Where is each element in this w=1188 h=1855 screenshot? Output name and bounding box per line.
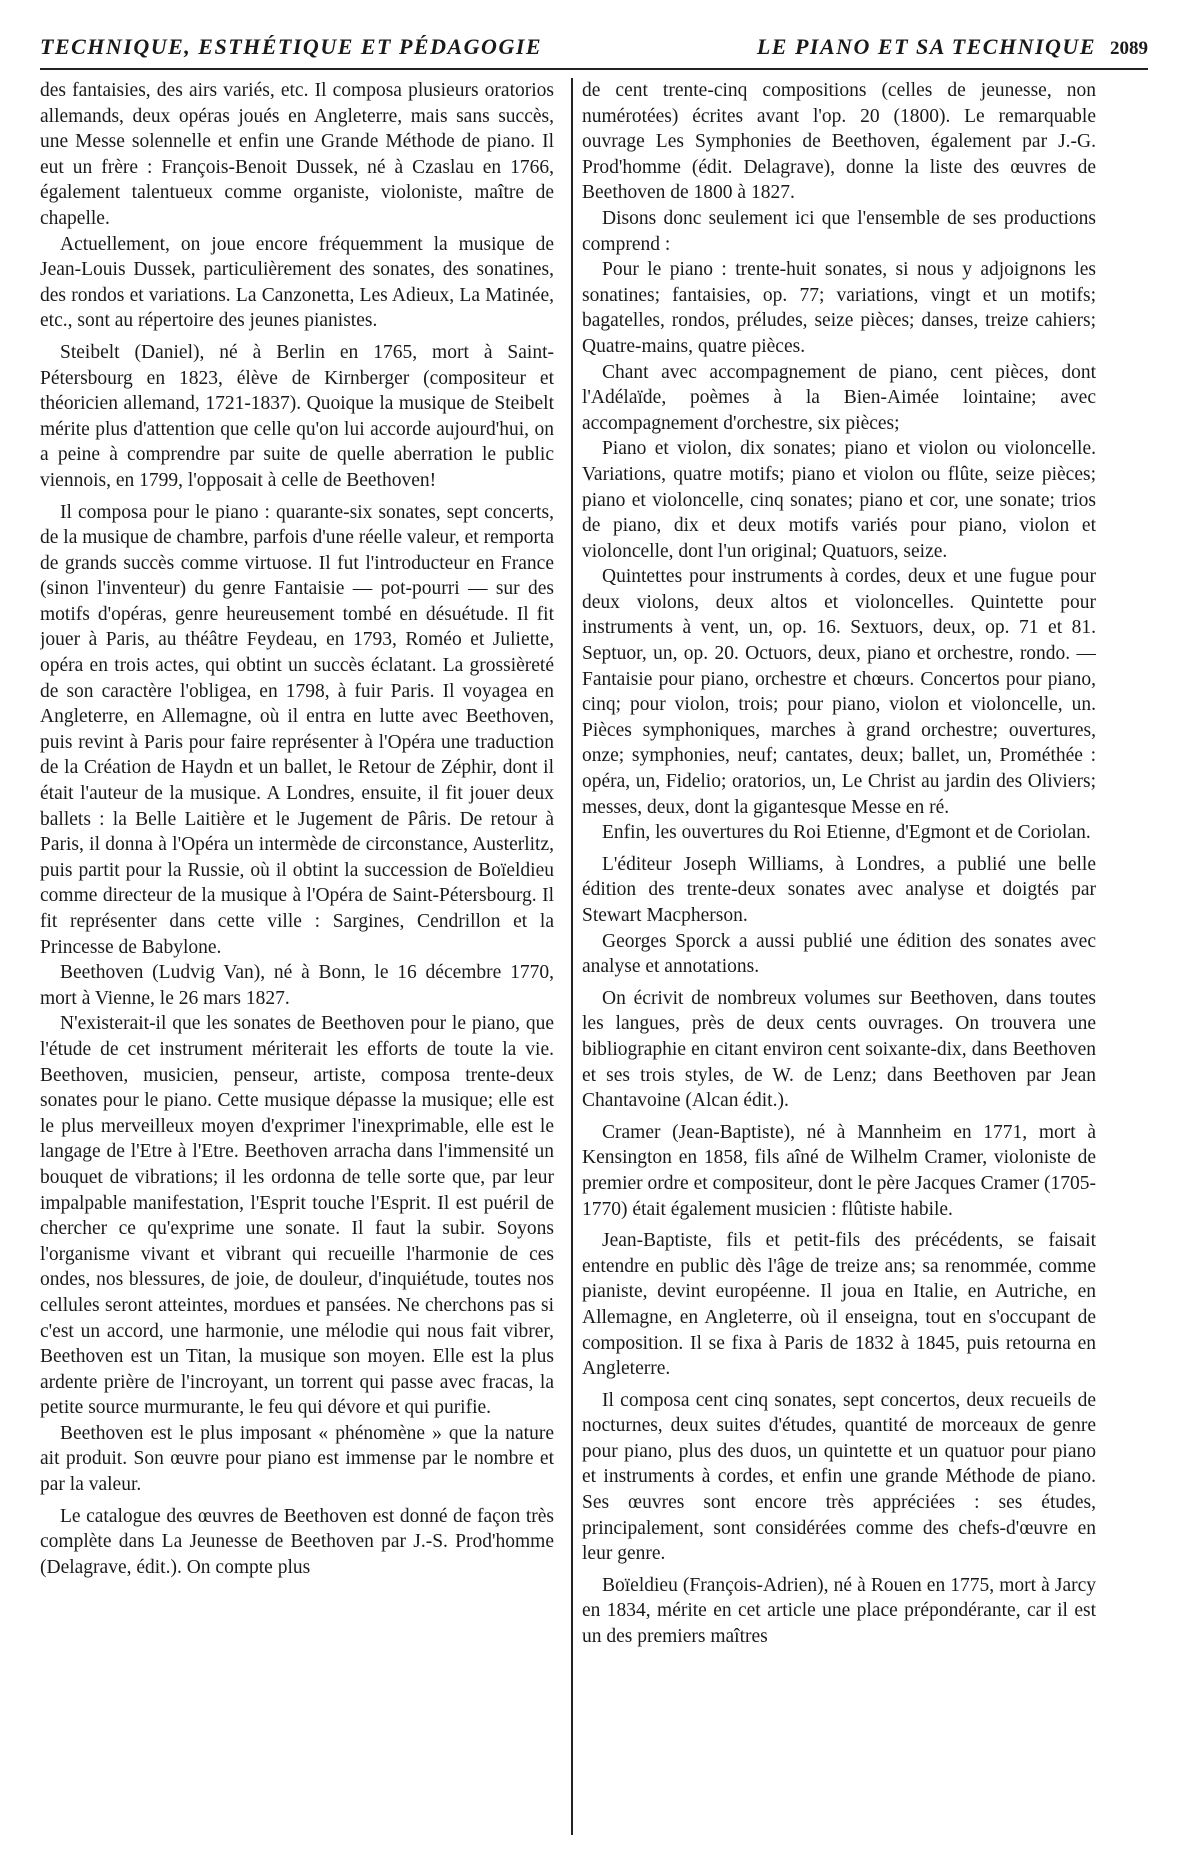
paragraph: Georges Sporck a aussi publié une édition des sonates avec analyse et annotations. <box>582 930 1096 978</box>
paragraph: Piano et violon, dix sonates; piano et violon ou violoncelle. Variations, quatre motifs; piano et violon ou flûte, seize pièces; piano et violoncelle, cinq sonates; piano et cor, une sonate; trios de piano, dix et deux motifs variés pour piano, violon et violoncelle, dont l'un original; Quatuors, seize. <box>582 438 1096 562</box>
header-book-title: LE PIANO ET SA TECHNIQUE 2089 <box>756 34 1148 59</box>
paragraph: Il composa cent cinq sonates, sept concertos, deux recueils de nocturnes, deux suites d'études, quantité de morceaux de genre pour piano, plus des duos, un quintette et un quatuor pour piano et instruments à cordes, et enfin une grande Méthode de piano. Ses œuvres sont encore très appréciées : ses études, principalement, sont considérées comme des chefs-d'œuvre en leur genre. <box>582 1389 1096 1565</box>
paragraph: On écrivit de nombreux volumes sur Beethoven, dans toutes les langues, près de deux cents ouvrages. On trouvera une bibliographie en citant environ cent soixante-dix, dans Beethoven et ses trois styles, de W. de Lenz; dans Beethoven par Jean Chantavoine (Alcan édit.). <box>582 987 1096 1112</box>
paragraph: Cramer (Jean-Baptiste), né à Mannheim en 1771, mort à Kensington en 1858, fils aîné de Wilhelm Cramer, violoniste de premier ordre et compositeur, dont le père Jacques Cramer (1705-1770) était également musicien : flûtiste habile. <box>582 1121 1096 1220</box>
paragraph: de cent trente-cinq compositions (celles de jeunesse, non numérotées) écrites avant l'op. 20 (1800). Le remarquable ouvrage Les Symphonies de Beethoven, également par J.-G. Prod'homme (édit. Delagrave), donne la liste des œuvres de Beethoven de 1800 à 1827. <box>582 80 1096 204</box>
left-column <box>40 78 554 1848</box>
paragraph: Beethoven (Ludvig Van), né à Bonn, le 16 décembre 1770, mort à Vienne, le 26 mars 1827. <box>40 962 554 1009</box>
paragraph: Chant avec accompagnement de piano, cent pièces, dont l'Adélaïde, poèmes à la Bien-Aimée lointaine; avec accompagnement d'orchestre, six pièces; <box>582 361 1096 434</box>
paragraph: Steibelt (Daniel), né à Berlin en 1765, mort à Saint-Pétersbourg en 1823, élève de Kirnberger (compositeur et théoricien allemand, 1721-1837). Quoique la musique de Steibelt mérite plus d'attention que celle qu'on lui accorde aujourd'hui, on a peine à comprendre par suite de quelle aberration le public viennois, en 1799, l'opposait à celle de Beethoven! <box>40 341 554 491</box>
running-header <box>40 34 1148 66</box>
paragraph: Jean-Baptiste, fils et petit-fils des précédents, se faisait entendre en public dès l'âge de treize ans; sa renommée, comme pianiste, devint européenne. Il joua en Italie, en Autriche, en Allemagne, en Angleterre, où il enseigna, tout en s'occupant de composition. Il se fixa à Paris de 1832 à 1845, puis retourna en Angleterre. <box>582 1230 1096 1380</box>
paragraph: Il composa pour le piano : quarante-six sonates, sept concerts, de la musique de chambre, parfois d'une réelle valeur, et remporta de grands succès comme virtuose. Il fut l'introducteur en France (sinon l'inventeur) du genre Fantaisie — pot-pourri — sur des motifs d'opéras, genre heureusement tombé en désuétude. Il fit jouer à Paris, au théâtre Feydeau, en 1793, Roméo et Juliette, opéra en trois actes, qui obtint un succès éclatant. La grossièreté de son caractère l'obligea, en 1798, à fuir Paris. Il voyagea en Angleterre, en Allemagne, où il entra en lutte avec Beethoven, puis revint à Paris pour faire représenter à l'Opéra une traduction de la Création de Haydn et un ballet, le Retour de Zéphir, dont il était l'auteur de la musique. A Londres, ensuite, il fit jouer deux ballets : la Belle Laitière et le Jugement de Pâris. De retour à Paris, il donna à l'Opéra un intermède de circonstance, Austerlitz, puis partit pour la Russie, où il obtint la succession de Boïeldieu comme directeur de la musique à l'Opéra de Saint-Pétersbourg. Il fit représenter dans cette ville : Sargines, Cendrillon et la Princesse de Babylone. <box>40 501 554 958</box>
right-column <box>582 78 1096 1848</box>
paragraph: des fantaisies, des airs variés, etc. Il composa plusieurs oratorios allemands, deux opéras joués en Angleterre, mais sans succès, une Messe solennelle et enfin une Grande Méthode de piano. Il eut un frère : François-Benoit Dussek, né à Czaslau en 1766, également talentueux comme organiste, violoniste, maître de chapelle. <box>40 80 554 229</box>
paragraph: Pour le piano : trente-huit sonates, si nous y adjoignons les sonatines; fantaisies, op. 77; variations, vingt et un motifs; bagatelles, rondos, préludes, seize pièces; danses, treize cahiers; Quatre-mains, quatre pièces. <box>582 259 1096 357</box>
header-section-title: TECHNIQUE, ESTHÉTIQUE ET PÉDAGOGIE <box>40 34 543 59</box>
paragraph: Disons donc seulement ici que l'ensemble de ses productions comprend : <box>582 207 1096 255</box>
header-rule <box>40 68 1148 70</box>
paragraph: Boïeldieu (François-Adrien), né à Rouen en 1775, mort à Jarcy en 1834, mérite en cet article une place prépondérante, car il est un des premiers maîtres <box>582 1574 1096 1648</box>
paragraph: Beethoven est le plus imposant « phénomène » que la nature ait produit. Son œuvre pour piano est immense par le nombre et par la valeur. <box>40 1422 554 1496</box>
paragraph: L'éditeur Joseph Williams, à Londres, a publié une belle édition des trente-deux sonates avec analyse et doigtés par Stewart Macpherson. <box>582 853 1096 926</box>
paragraph: N'existerait-il que les sonates de Beethoven pour le piano, que l'étude de cet instrument mériterait les efforts de toute la vie. Beethoven, musicien, penseur, artiste, composa trente-deux sonates pour le piano. Cette musique dépasse la musique; elle est le plus merveilleux moyen d'exprimer l'inexprimable, elle est le langage de l'Etre à l'Etre. Beethoven arracha dans l'immensité un bouquet de vibrations; il les ordonna de telle sorte que, par leur impalpable manifestation, l'Esprit touche l'Esprit. Il est puéril de chercher ce qu'exprime une sonate. Il faut la subir. Soyons l'organisme vivant et vibrant qui recueille l'harmonie de ces ondes, nos blessures, de joie, de douleur, d'inquiétude, toutes nos cellules seront atteintes, mordues et pansées. Ne cherchons pas si c'est un accord, une harmonie, une mélodie qui nous fait vibrer, Beethoven est un Titan, la musique son moyen. Elle est la plus ardente prière de l'incroyant, un torrent qui passe avec fracas, la petite source murmurante, le feu qui dévore et qui purifie. <box>40 1013 554 1419</box>
paragraph: Quintettes pour instruments à cordes, deux et une fugue pour deux violons, deux altos et violoncelles. Quintette pour instruments à vent, un, op. 16. Sextuors, deux, op. 71 et 81. Septuor, un, op. 20. Octuors, deux, piano et orchestre, rondo. — Fantaisie pour piano, orchestre et chœurs. Concertos pour piano, cinq; pour violon, trois; pour piano, violon et violoncelle, un. Pièces symphoniques, marches à grand orchestre; ouvertures, onze; symphonies, neuf; cantates, deux; ballet, un, Prométhée : opéra, un, Fidelio; oratorios, un, Le Christ au jardin des Oliviers; messes, deux, dont la gigantesque Messe en ré. <box>582 566 1096 818</box>
paragraph: Enfin, les ouvertures du Roi Etienne, d'Egmont et de Coriolan. <box>602 822 1091 844</box>
column-divider <box>571 78 573 1835</box>
paragraph: Actuellement, on joue encore fréquemment la musique de Jean-Louis Dussek, particulièrement des sonates, des sonatines, des rondos et variations. La Canzonetta, Les Adieux, La Matinée, etc., sont au répertoire des jeunes pianistes. <box>40 233 554 332</box>
page-number: 2089 <box>1110 38 1148 59</box>
paragraph: Le catalogue des œuvres de Beethoven est donné de façon très complète dans La Jeunesse de Beethoven par J.-S. Prod'homme (Delagrave, édit.). On compte plus <box>40 1505 554 1578</box>
